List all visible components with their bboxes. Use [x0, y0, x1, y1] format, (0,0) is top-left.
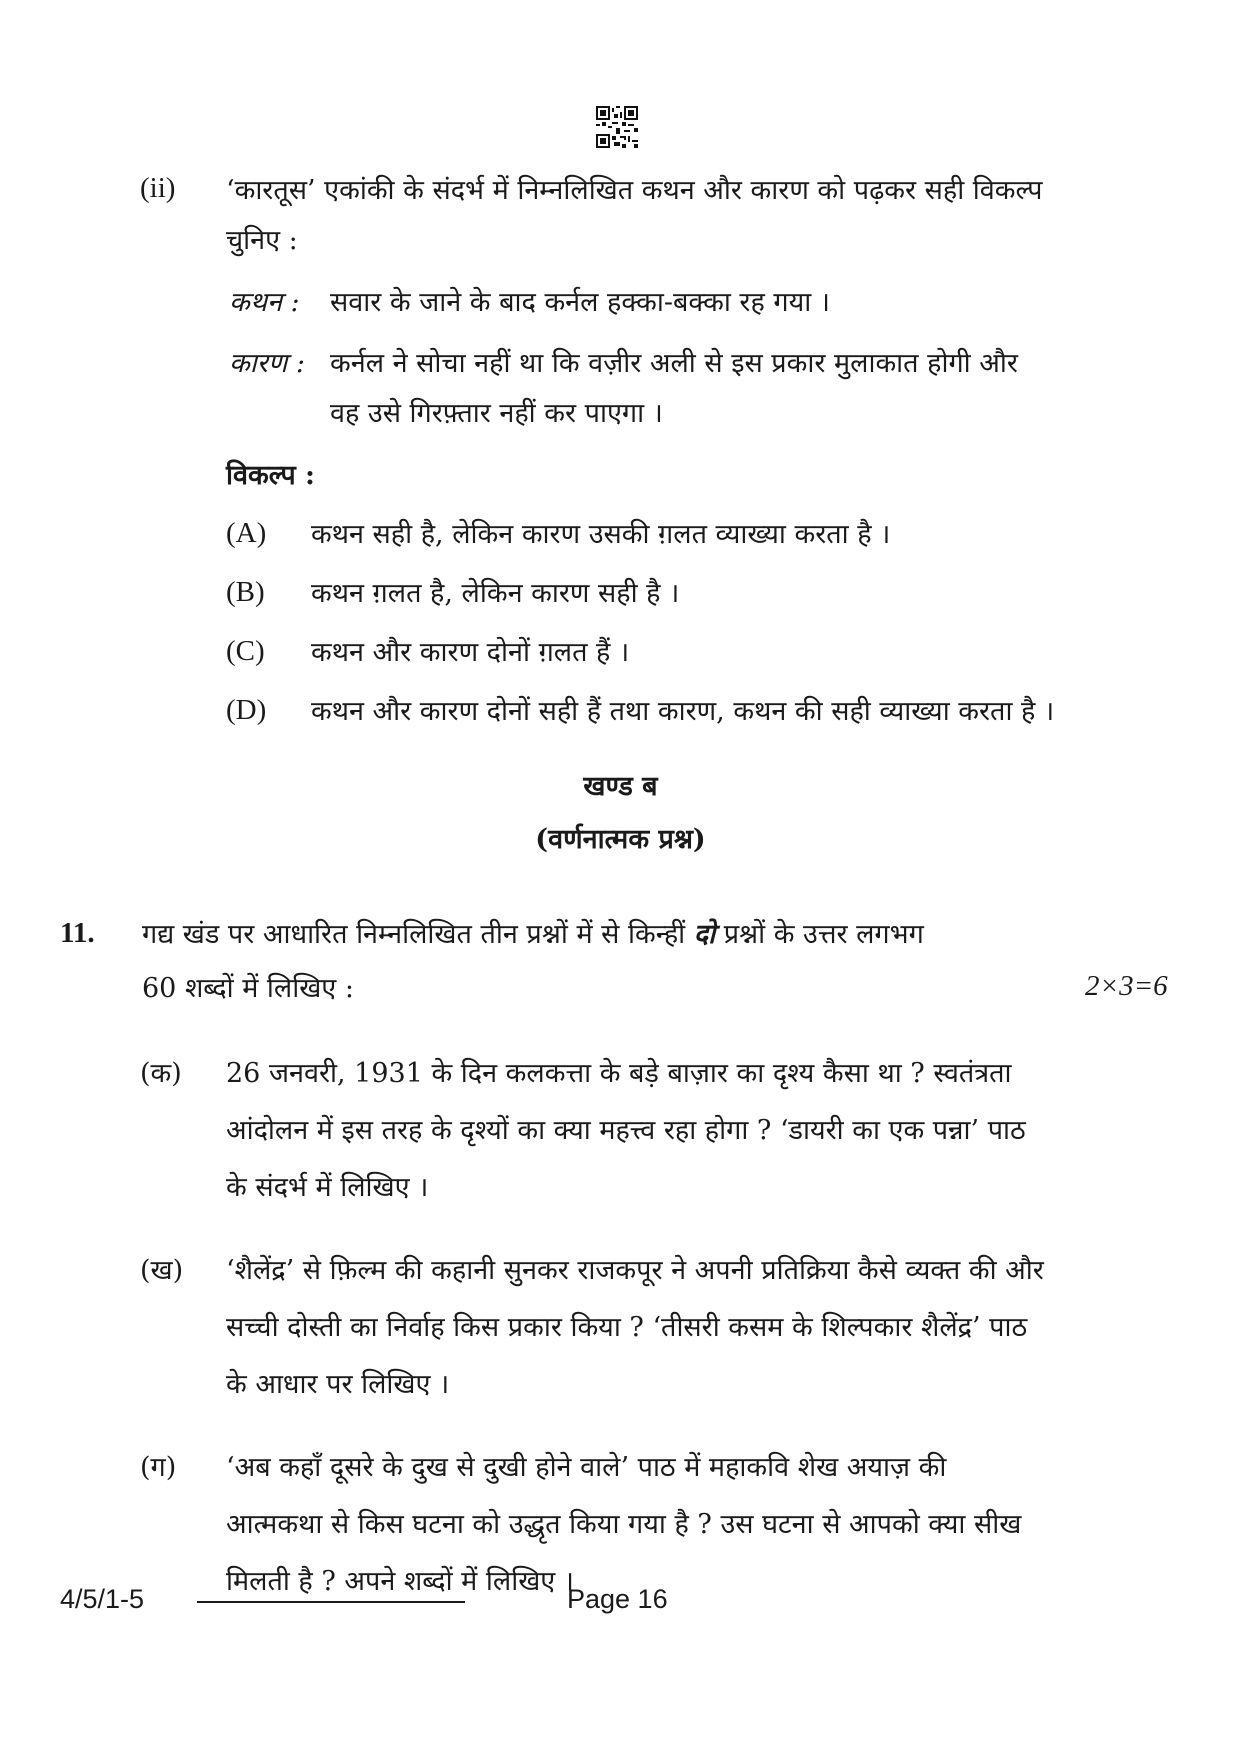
- assertion-text: सवार के जाने के बाद कर्नल हक्का-बक्का रह गया ।: [330, 287, 831, 318]
- footer-divider: [197, 1601, 465, 1603]
- option-text-d: कथन और कारण दोनों सही हैं तथा कारण, कथन की सही व्याख्या करता है ।: [311, 696, 1055, 727]
- part-ga-line-2: आत्मकथा से किस घटना को उद्धृत किया गया है ? उस घटना से आपको क्या सीख: [226, 1509, 1022, 1540]
- reason-label: कारण :: [229, 348, 305, 379]
- part-ka-line-1: 26 जनवरी, 1931 के दिन कलकत्ता के बड़े बाज़ार का दृश्य कैसा था ? स्वतंत्रता: [226, 1058, 1012, 1089]
- part-ka-line-2: आंदोलन में इस तरह के दृश्यों का क्या महत्त्व रहा होगा ? ‘डायरी का एक पन्ना’ पाठ: [226, 1115, 1026, 1146]
- part-ga-line-1: ‘अब कहाँ दूसरे के दुख से दुखी होने वाले’ पाठ में महाकवि शेख अयाज़ की: [226, 1452, 947, 1483]
- reason-text-line-1: कर्नल ने सोचा नहीं था कि वज़ीर अली से इस प्रकार मुलाकात होगी और: [330, 348, 1018, 379]
- option-label-d: (D): [226, 694, 267, 726]
- section-title: खण्ड ब: [583, 771, 658, 802]
- question-instruction-line-2: 60 शब्दों में लिखिए :: [142, 973, 354, 1004]
- part-kha-line-1: ‘शैलेंद्र’ से फ़िल्म की कहानी सुनकर राजकपूर ने अपनी प्रतिक्रिया कैसे व्यक्त की और: [226, 1255, 1044, 1286]
- question-number: 11.: [60, 917, 95, 949]
- part-label-ga: (ग): [140, 1452, 177, 1483]
- part-ga-line-3: मिलती है ? अपने शब्दों में लिखिए ।: [226, 1566, 575, 1597]
- qr-code-icon: [596, 106, 638, 148]
- section-subtitle: (वर्णनात्मक प्रश्न): [535, 824, 706, 855]
- option-text-c: कथन और कारण दोनों ग़लत हैं ।: [311, 637, 630, 668]
- part-kha-line-3: के आधार पर लिखिए ।: [226, 1369, 450, 1400]
- question-instruction-line-1: गद्य खंड पर आधारित निम्नलिखित तीन प्रश्नों में से किन्हीं दो प्रश्नों के उत्तर लगभग: [142, 919, 924, 950]
- reason-text-line-2: वह उसे गिरफ़्तार नहीं कर पाएगा ।: [330, 398, 663, 429]
- page-number: Page 16: [567, 1584, 668, 1614]
- part-ka-line-3: के संदर्भ में लिखिए ।: [226, 1172, 429, 1203]
- part-kha-line-2: सच्ची दोस्ती का निर्वाह किस प्रकार किया ? ‘तीसरी कसम के शिल्पकार शैलेंद्र’ पाठ: [226, 1312, 1028, 1343]
- part-label-kha: (ख): [140, 1255, 184, 1286]
- question-stem-line-1: ‘कारतूस’ एकांकी के संदर्भ में निम्नलिखित कथन और कारण को पढ़कर सही विकल्प: [226, 175, 1043, 206]
- options-heading: विकल्प :: [226, 460, 316, 491]
- part-label-ka: (क): [140, 1058, 182, 1089]
- question-number: (ii): [140, 172, 176, 204]
- option-text-a: कथन सही है, लेकिन कारण उसकी ग़लत व्याख्या करता है ।: [311, 519, 891, 550]
- marks-allocation: 2×3=6: [1085, 970, 1168, 1002]
- assertion-label: कथन :: [229, 287, 300, 318]
- option-label-a: (A): [226, 517, 267, 549]
- option-label-b: (B): [226, 576, 265, 608]
- option-text-b: कथन ग़लत है, लेकिन कारण सही है ।: [311, 578, 680, 609]
- emphasis-word: दो: [693, 919, 716, 950]
- option-label-c: (C): [226, 635, 265, 667]
- paper-code: 4/5/1-5: [60, 1584, 145, 1614]
- question-stem-line-2: चुनिए :: [226, 225, 298, 256]
